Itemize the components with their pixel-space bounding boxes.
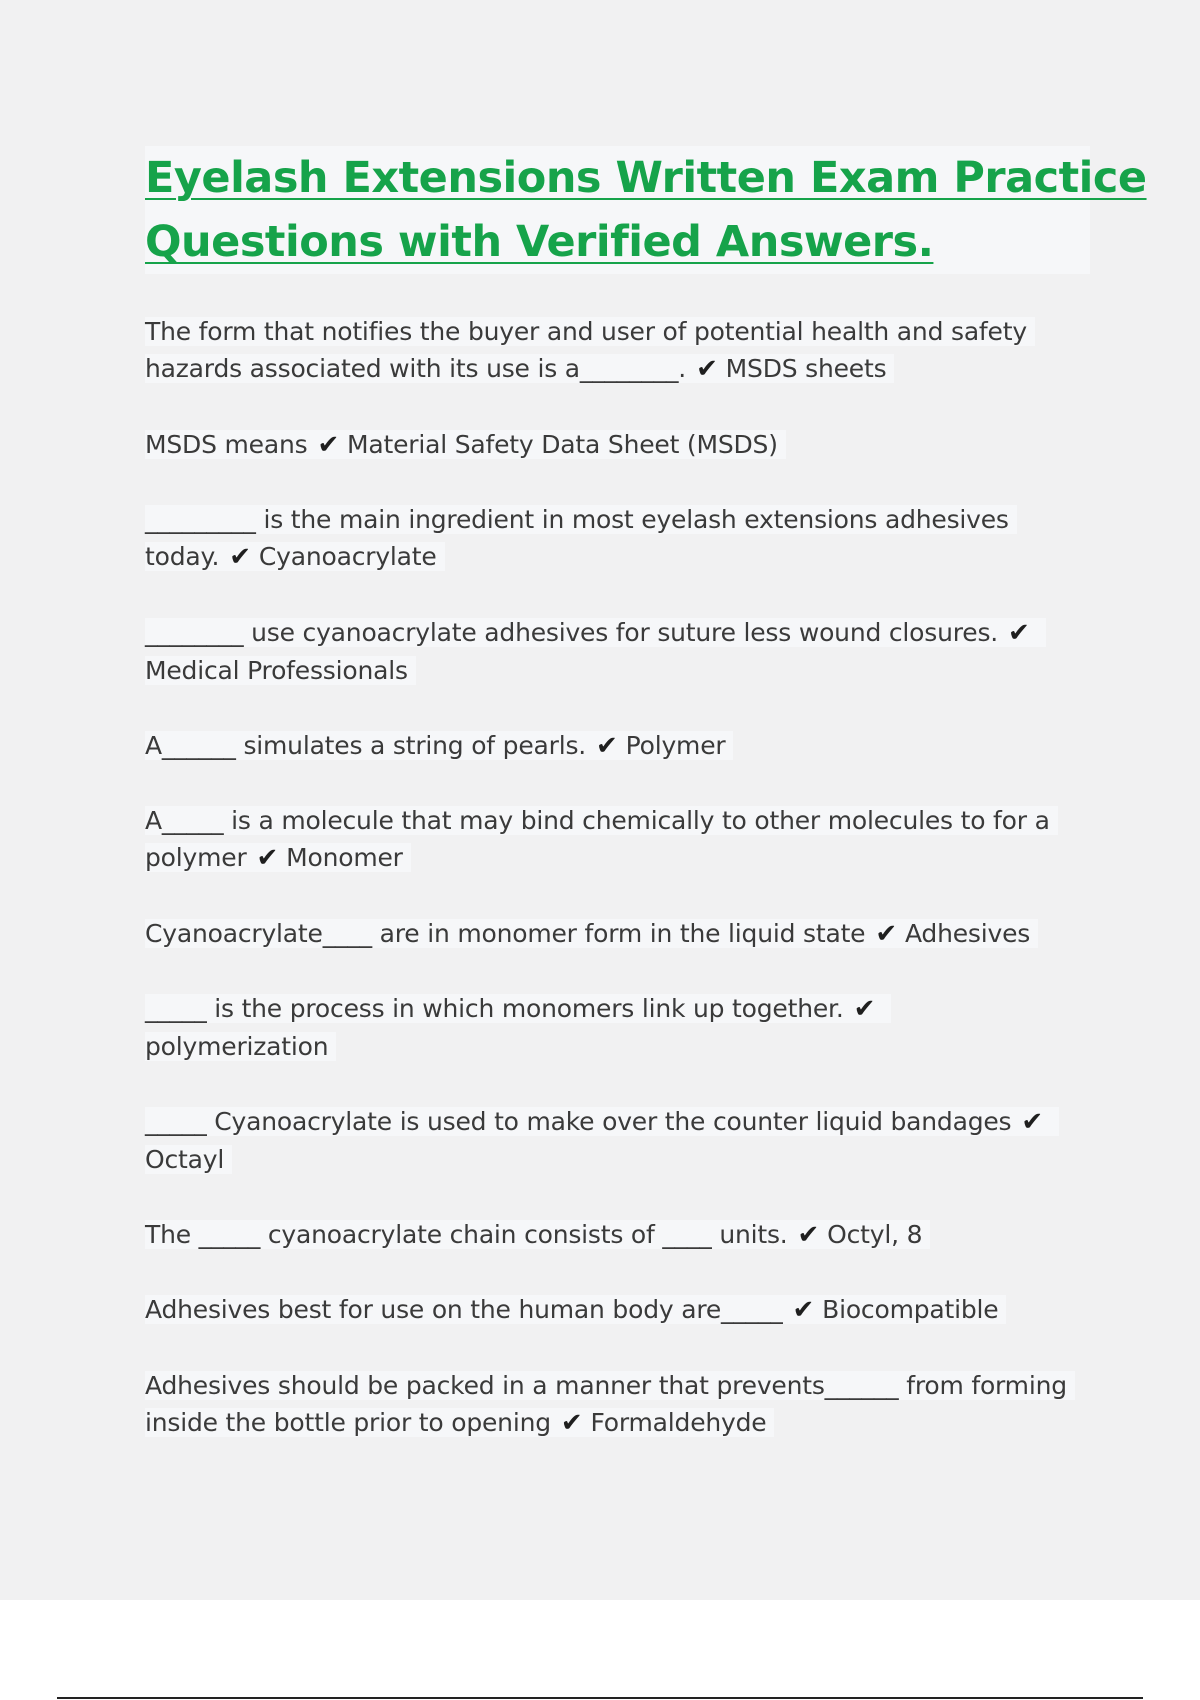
question-text: inside the bottle prior to opening <box>145 1408 551 1437</box>
question-text: Adhesives best for use on the human body are_____ <box>145 1295 783 1324</box>
question-text: _____ Cyanoacrylate is used to make over the counter liquid bandages <box>145 1107 1012 1136</box>
qa-item <box>145 802 1090 877</box>
question-text: today. <box>145 542 220 571</box>
question-text: Cyanoacrylate____ are in monomer form in the liquid state <box>145 919 866 948</box>
answer-text: Polymer <box>625 731 726 760</box>
check-icon: ✔ <box>853 994 876 1024</box>
check-icon: ✔ <box>1008 618 1030 648</box>
check-icon: ✔ <box>797 1220 820 1250</box>
qa-item <box>145 915 1090 953</box>
qa-item <box>145 1216 1090 1254</box>
answer-text: Adhesives <box>904 919 1031 948</box>
answer-text: Biocompatible <box>822 1295 999 1324</box>
qa-item <box>145 614 1090 689</box>
qa-item <box>145 1367 1090 1442</box>
check-icon: ✔ <box>256 843 279 873</box>
question-text: ________ use cyanoacrylate adhesives for suture less wound closures. <box>145 618 999 647</box>
qa-item <box>145 990 1090 1065</box>
title-line-2: Questions with Verified Answers. <box>145 217 934 267</box>
question-text: _____ is the process in which monomers link up together. <box>145 994 844 1023</box>
qa-item <box>145 426 1090 464</box>
question-text: Adhesives should be packed in a manner that prevents______ from forming <box>145 1371 1075 1400</box>
check-icon: ✔ <box>1021 1107 1043 1137</box>
answer-text: polymerization <box>145 1032 336 1061</box>
check-icon: ✔ <box>696 354 718 384</box>
answer-text: Monomer <box>286 843 403 872</box>
question-text: hazards associated with its use is a________. <box>145 354 687 383</box>
title-line-1: Eyelash Extensions Written Exam Practice <box>145 153 1147 203</box>
answer-text: Medical Professionals <box>145 656 416 685</box>
answer-text: Cyanoacrylate <box>258 542 437 571</box>
check-icon: ✔ <box>875 919 897 949</box>
answer-text: Formaldehyde <box>590 1408 767 1437</box>
question-text: A_____ is a molecule that may bind chemically to other molecules to for a <box>145 806 1058 835</box>
answer-text: MSDS sheets <box>725 354 887 383</box>
qa-item <box>145 501 1090 576</box>
check-icon: ✔ <box>596 731 618 761</box>
check-icon: ✔ <box>560 1408 583 1438</box>
question-text: polymer <box>145 843 247 872</box>
question-text: The form that notifies the buyer and user of potential health and safety <box>145 317 1035 346</box>
footer-rule <box>57 1697 1143 1699</box>
qa-item <box>145 313 1090 388</box>
check-icon: ✔ <box>229 542 251 572</box>
qa-item <box>145 1103 1090 1178</box>
question-text: A______ simulates a string of pearls. <box>145 731 587 760</box>
qa-item <box>145 727 1090 765</box>
question-text: The _____ cyanoacrylate chain consists of ____ units. <box>145 1220 788 1249</box>
document-title <box>145 146 1147 274</box>
qa-item <box>145 1291 1090 1329</box>
check-icon: ✔ <box>792 1295 815 1325</box>
check-icon: ✔ <box>317 430 340 460</box>
answer-text: Octyl, 8 <box>827 1220 923 1249</box>
answer-text: Material Safety Data Sheet (MSDS) <box>347 430 778 459</box>
answer-text: Octayl <box>145 1145 232 1174</box>
question-text: _________ is the main ingredient in most eyelash extensions adhesives <box>145 505 1017 534</box>
question-text: MSDS means <box>145 430 308 459</box>
